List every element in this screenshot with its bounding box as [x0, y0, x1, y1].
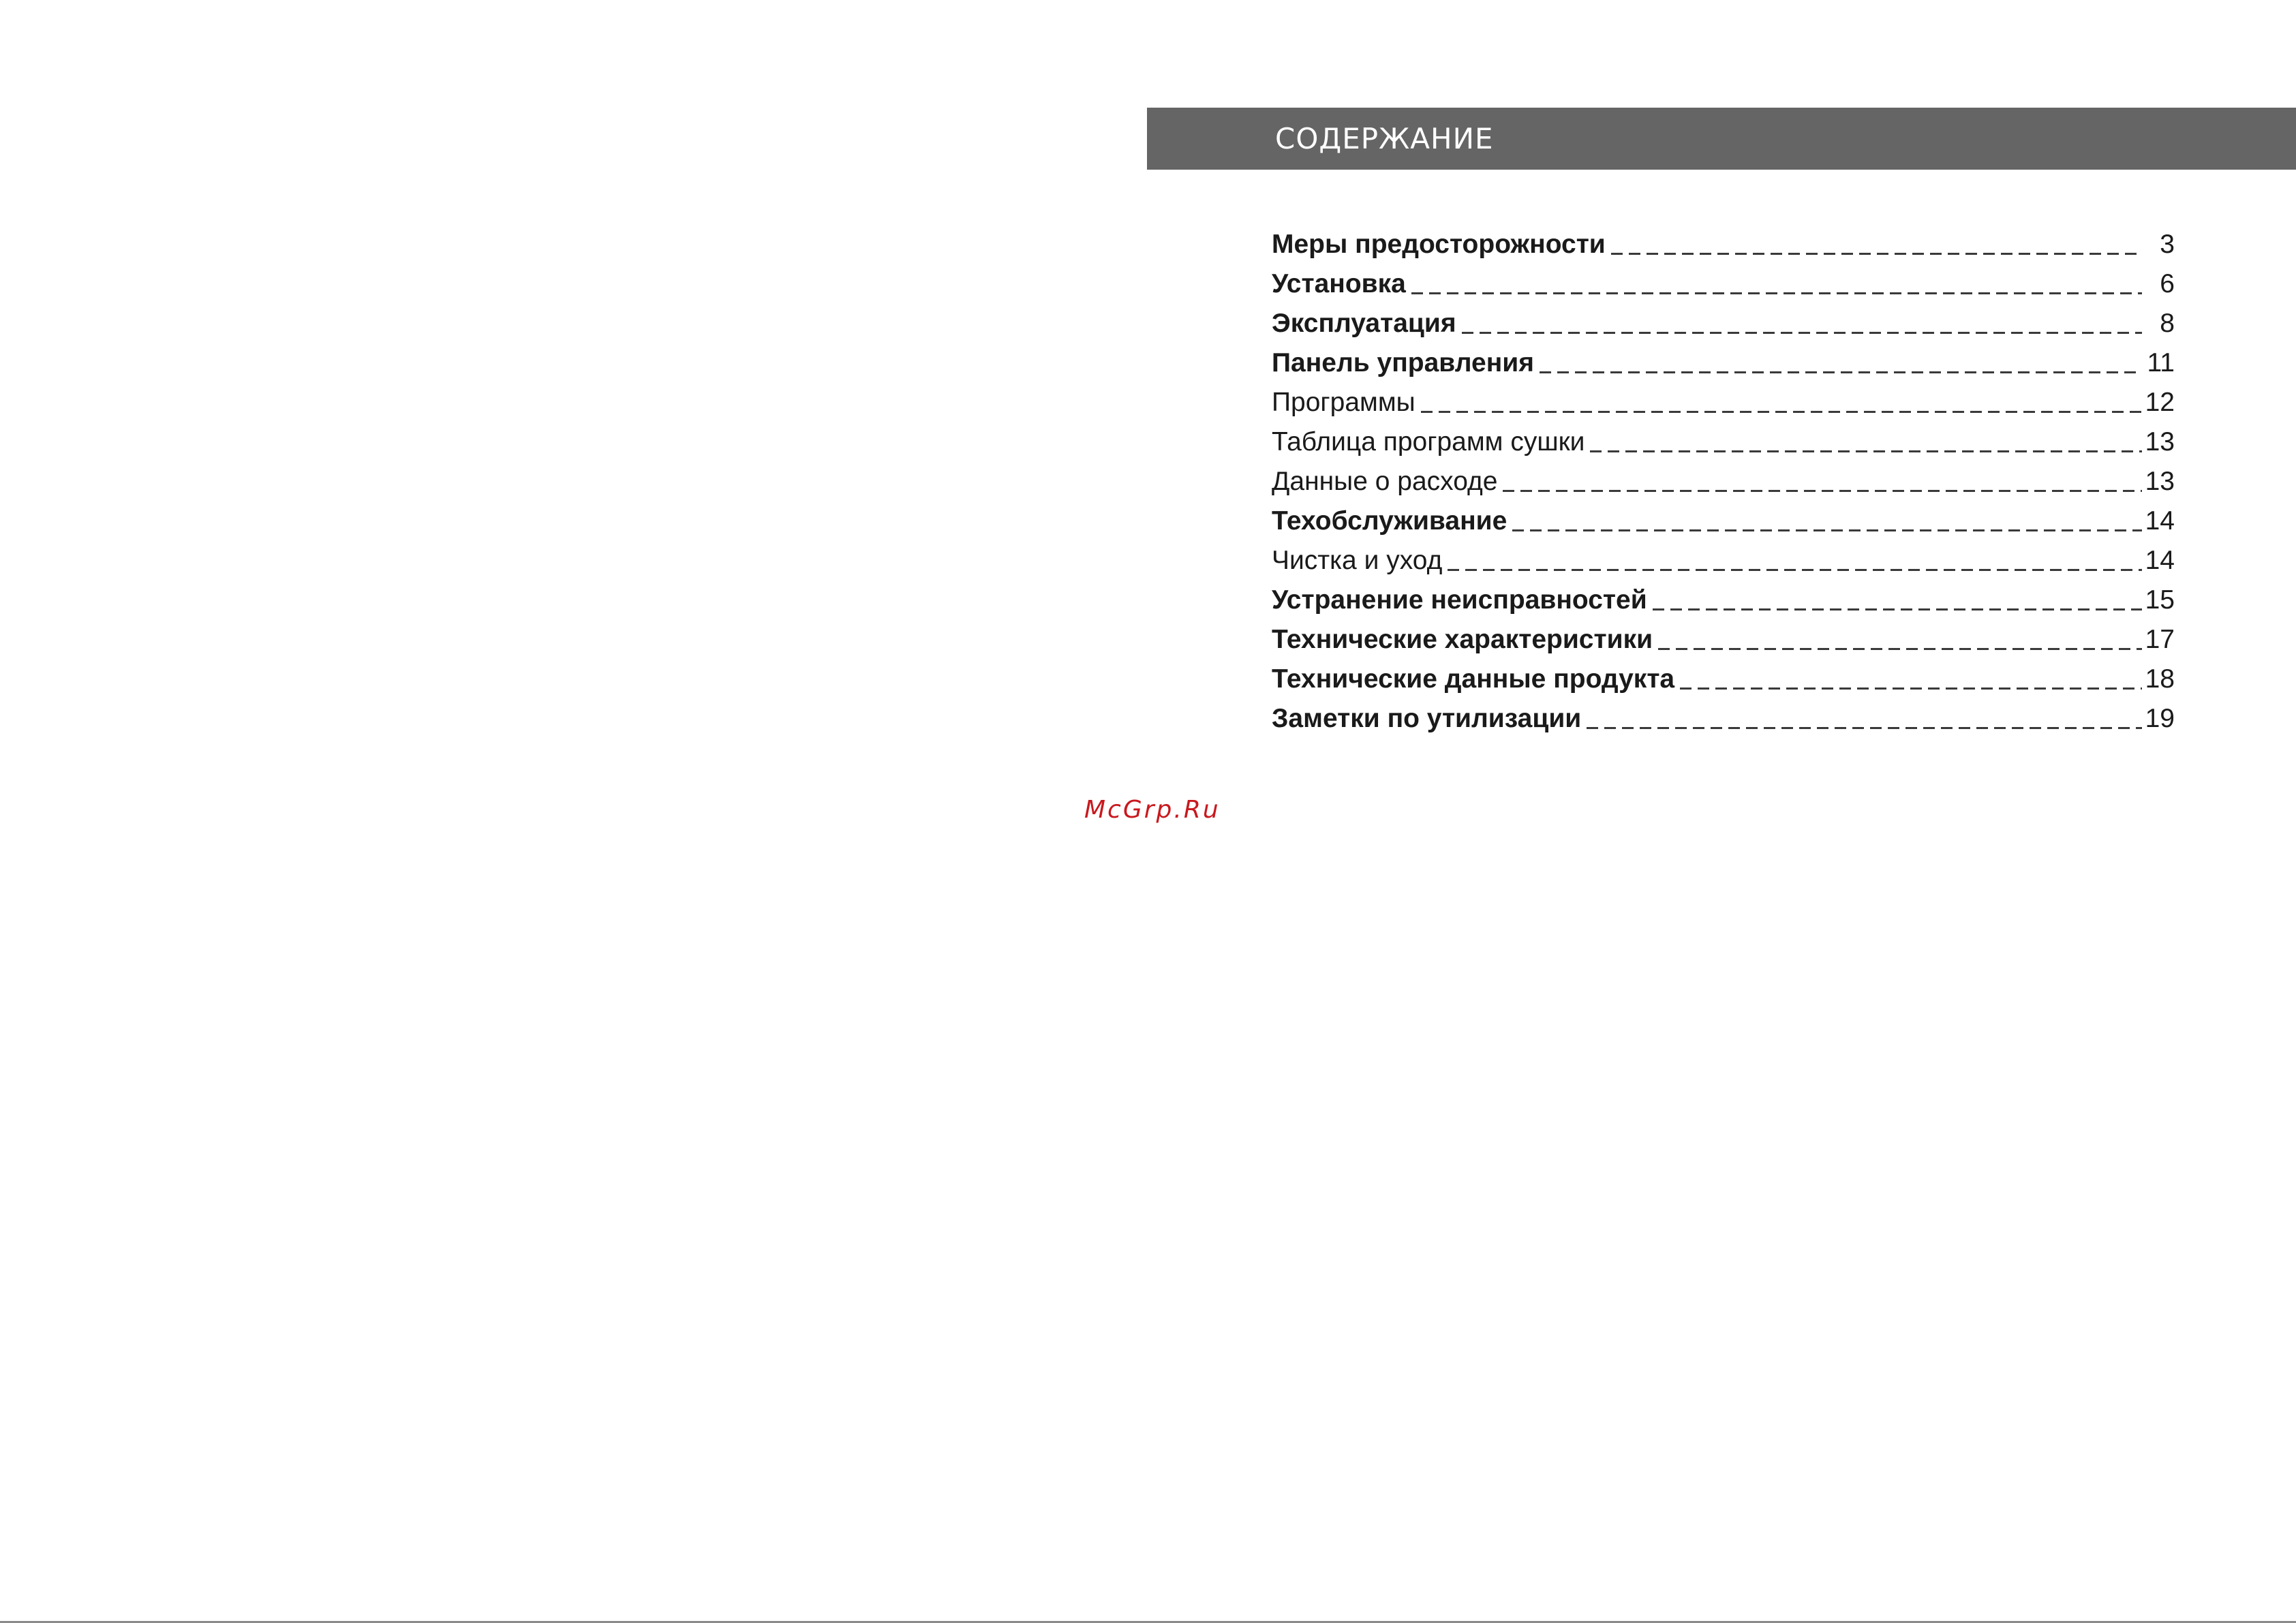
toc-dash-leader [1462, 332, 2142, 334]
toc-entry-title: Панель управления [1272, 348, 1535, 377]
toc-page-number: 12 [2145, 388, 2175, 417]
toc-dash-leader [1421, 411, 2142, 413]
toc-dash-leader [1658, 648, 2142, 650]
toc-entry-title: Технические характеристики [1272, 625, 1653, 654]
table-of-contents [1272, 225, 2175, 739]
toc-entry[interactable] [1272, 264, 2175, 304]
toc-page-number: 6 [2160, 269, 2175, 298]
toc-entry-title: Таблица программ сушки [1272, 427, 1585, 457]
toc-entry[interactable] [1272, 699, 2175, 739]
toc-entry[interactable] [1272, 225, 2175, 264]
toc-dash-leader [1590, 450, 2142, 452]
toc-dash-leader [1611, 253, 2142, 255]
toc-entry-title: Чистка и уход [1272, 546, 1443, 575]
toc-entry[interactable] [1272, 304, 2175, 343]
toc-entry-title: Меры предосторожности [1272, 230, 1606, 259]
toc-page-number: 14 [2145, 546, 2175, 575]
toc-page-number: 8 [2160, 309, 2175, 338]
toc-entry[interactable] [1272, 620, 2175, 660]
toc-dash-leader [1448, 569, 2142, 571]
toc-entry-title: Технические данные продукта [1272, 664, 1675, 694]
watermark-text[interactable]: McGrp.Ru [1084, 796, 1221, 824]
toc-entry[interactable] [1272, 501, 2175, 541]
toc-dash-leader [1512, 529, 2142, 531]
toc-dash-leader [1503, 490, 2142, 492]
toc-dash-leader [1587, 727, 2142, 729]
toc-page-number: 14 [2145, 506, 2175, 536]
toc-dash-leader [1411, 292, 2142, 294]
toc-entry[interactable] [1272, 541, 2175, 581]
toc-entry[interactable] [1272, 343, 2175, 383]
toc-entry[interactable] [1272, 660, 2175, 699]
toc-page-number: 13 [2145, 467, 2175, 496]
contents-title: СОДЕРЖАНИЕ [1275, 122, 1494, 155]
toc-page-number: 17 [2145, 625, 2175, 654]
toc-page-number: 13 [2145, 427, 2175, 457]
toc-entry[interactable] [1272, 383, 2175, 422]
toc-dash-leader [1653, 608, 2142, 610]
toc-page-number: 18 [2145, 664, 2175, 694]
toc-entry-title: Устранение неисправностей [1272, 585, 1647, 615]
toc-entry-title: Установка [1272, 269, 1406, 298]
toc-page-number: 19 [2145, 704, 2175, 733]
toc-entry-title: Эксплуатация [1272, 309, 1456, 338]
toc-entry[interactable] [1272, 581, 2175, 620]
toc-entry-title: Техобслуживание [1272, 506, 1507, 536]
toc-entry-title: Программы [1272, 388, 1415, 417]
toc-page-number: 3 [2160, 230, 2175, 259]
toc-dash-leader [1540, 371, 2142, 373]
toc-page-number: 11 [2147, 348, 2175, 377]
toc-entry-title: Заметки по утилизации [1272, 704, 1582, 733]
toc-dash-leader [1680, 687, 2142, 690]
toc-entry[interactable] [1272, 462, 2175, 501]
toc-entry[interactable] [1272, 422, 2175, 462]
toc-entry-title: Данные о расходе [1272, 467, 1498, 496]
toc-page-number: 15 [2145, 585, 2175, 615]
contents-header-band [1147, 108, 2296, 170]
